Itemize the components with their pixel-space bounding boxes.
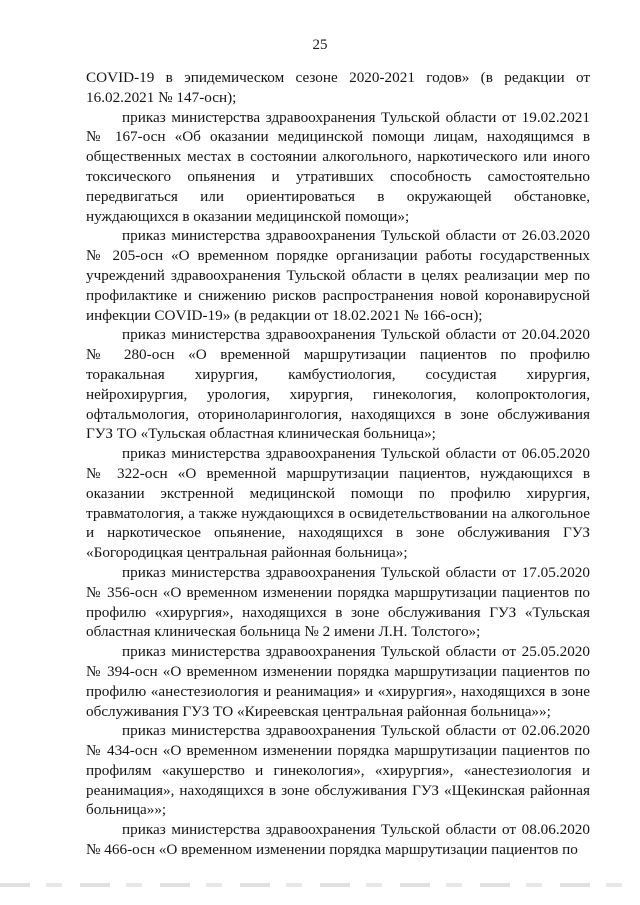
paragraph-order-394: приказ министерства здравоохранения Тульской области от 25.05.2020 № 394-осн «О временном изменении порядка маршрутизации пациентов по профилю «анестезиология и реанимация» и «хирургия», находящихся в зоне обслуживания ГУЗ ТО «Киреевская центральная районная больница»»;: [86, 643, 590, 720]
paragraph-order-205: приказ министерства здравоохранения Тульской области от 26.03.2020 № 205-осн «О временном порядке организации работы государственных учреждений здравоохранения Тульской области в целях реализации мер по профилактике и снижению рисков распространения новой коронавирусной инфекции COVID-19» (в редакции от 18.02.2021 № 166-осн);: [86, 227, 590, 324]
paragraph-order-280: приказ министерства здравоохранения Тульской области от 20.04.2020 № 280-осн «О временной маршрутизации пациентов по профилю торакальная хирургия, камбустиология, сосудистая хирургия, нейрохирургия, урология, хирургия, гинекология, колопроктология, офтальмология, оториноларингология, находящихся в зоне обслуживания ГУЗ ТО «Тульская областная клиническая больница»;: [86, 326, 590, 443]
paragraph-order-434: приказ министерства здравоохранения Тульской области от 02.06.2020 № 434-осн «О временном изменении порядка маршрутизации пациентов по профилям «акушерство и гинекология», «хирургия», «анестезиология и реанимация», находящихся в зоне обслуживания ГУЗ «Щекинская районная больница»»;: [86, 722, 590, 819]
paragraph-order-356: приказ министерства здравоохранения Тульской области от 17.05.2020 № 356-осн «О временном изменении порядка маршрутизации пациентов по профилю «хирургия», находящихся в зоне обслуживания ГУЗ «Тульская областная клиническая больница № 2 имени Л.Н. Толстого»;: [86, 563, 590, 641]
paragraph-order-167: приказ министерства здравоохранения Тульской области от 19.02.2021 № 167-осн «Об оказании медицинской помощи лицам, находящимся в общественных местах в состоянии алкогольного, наркотического или иного токсического опьянения и утративших способность самостоятельно передвигаться или ориентироваться в окружающей обстановке, нуждающихся в оказании медицинской помощи»;: [86, 108, 590, 225]
page-number: 25: [312, 37, 328, 53]
scan-artifact-line: [0, 883, 640, 887]
paragraph-order-466: приказ министерства здравоохранения Тульской области от 08.06.2020 № 466-осн «О временном изменении порядка маршрутизации пациентов по: [86, 821, 590, 859]
paragraph-continuation: COVID-19 в эпидемическом сезоне 2020-2021 годов» (в редакции от 16.02.2021 № 147-осн);: [86, 69, 590, 106]
document-body: [86, 68, 590, 860]
paragraph-order-322: приказ министерства здравоохранения Тульской области от 06.05.2020 № 322-осн «О временной маршрутизации пациентов, нуждающихся в оказании экстренной медицинской помощи по профилю хирургия, травматология, а также нуждающихся в освидетельствовании на алкогольное и наркотическое опьянение, находящихся в зоне обслуживания ГУЗ «Богородицкая центральная районная больница»;: [86, 445, 590, 562]
